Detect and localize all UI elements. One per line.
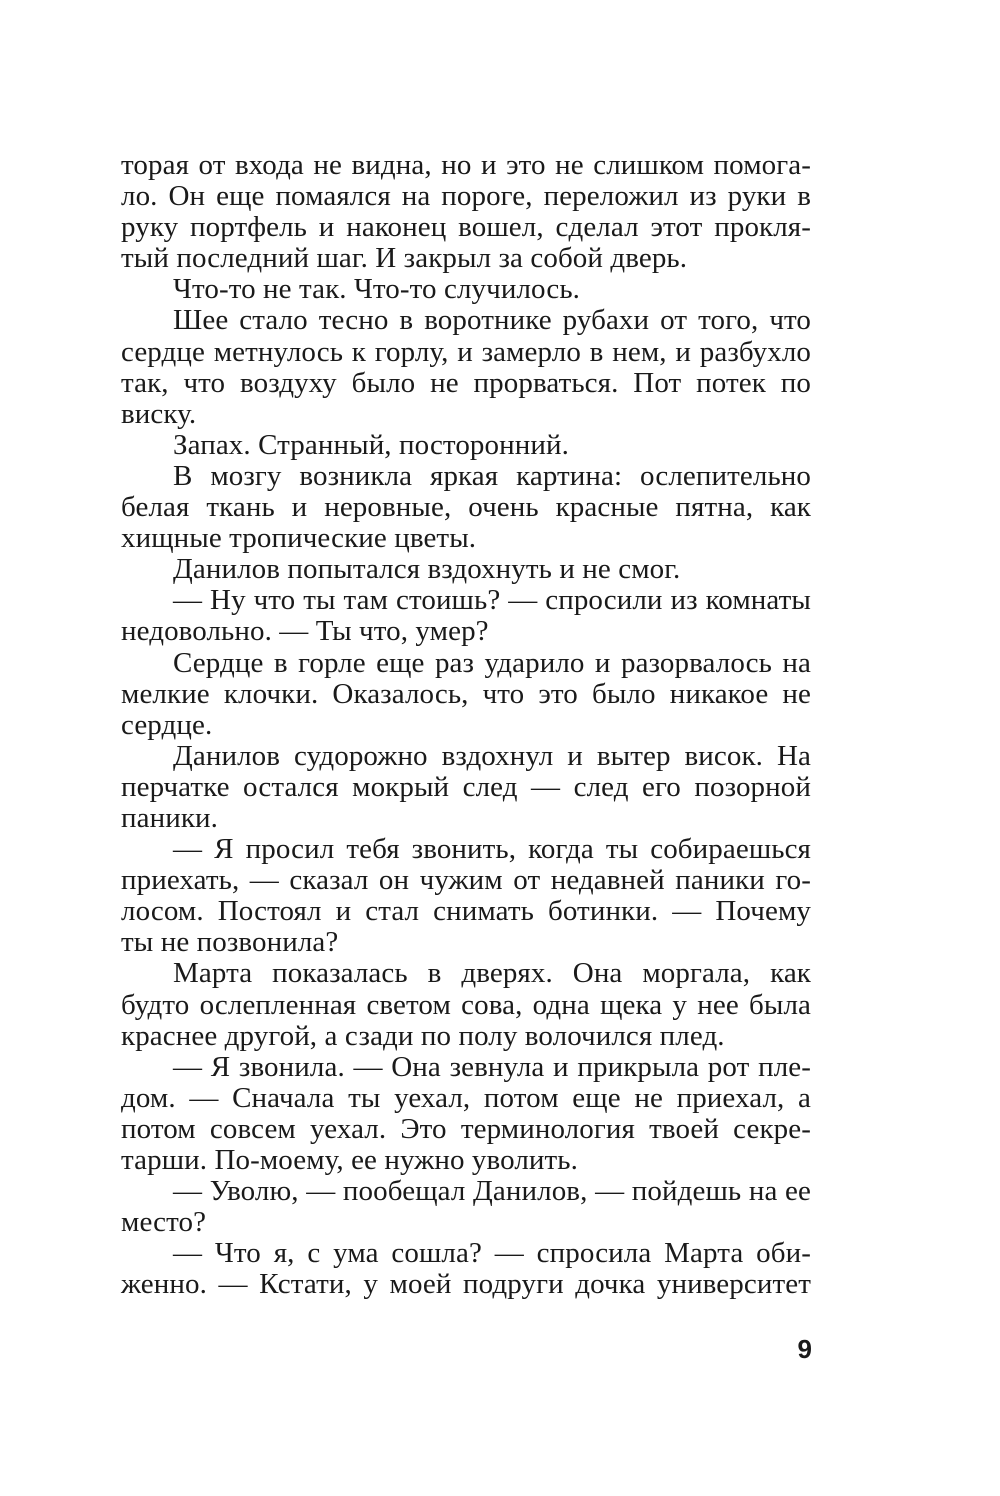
text-line: сердце. (121, 708, 213, 741)
text-line: сердце метнулось к горлу, и замерло в нем, и разбухло (121, 335, 811, 368)
text-line: перчатке остался мокрый след — след его позорной (121, 770, 811, 803)
text-line: Шее стало тесно в воротнике рубахи от того, что (173, 304, 811, 337)
text-line: — Ну что ты там стоишь? — спросили из комнаты (173, 584, 811, 617)
text-line: — Я звонила. — Она зевнула и прикрыла рот пле- (173, 1050, 811, 1083)
text-line: лосом. Постоял и стал снимать ботинки. — Почему (121, 895, 811, 928)
text-line: мелкие клочки. Оказалось, что это было никакое не (121, 677, 811, 710)
text-line: Данилов судорожно вздохнул и вытер висок. На (173, 739, 811, 772)
text-line: тарши. По-моему, ее нужно уволить. (121, 1144, 578, 1176)
text-line: Данилов попытался вздохнуть и не смог. (173, 553, 681, 586)
text-line: паники. (121, 801, 218, 834)
text-line: хищные тропические цветы. (121, 522, 477, 555)
text-line: — Что я, с ума сошла? — спросила Марта оби- (173, 1237, 811, 1270)
text-line: белая ткань и неровные, очень красные пятна, как (121, 491, 811, 524)
text-line: тый последний шаг. И закрыл за собой дверь. (121, 242, 688, 275)
text-line: — Я просил тебя звонить, когда ты собираешься (173, 833, 811, 866)
text-line: приехать, — сказал он чужим от недавней паники го- (121, 864, 811, 897)
text-line: женно. — Кстати, у моей подруги дочка университет (121, 1268, 811, 1301)
text-line: торая от входа не видна, но и это не слишком помога- (121, 149, 811, 181)
page-number: 9 (797, 1334, 812, 1364)
text-line: — Уволю, — пообещал Данилов, — пойдешь на ее (173, 1175, 811, 1208)
text-line: ты не позвонила? (121, 926, 339, 959)
text-line: место? (121, 1206, 207, 1239)
book-page-text (121, 150, 811, 1300)
text-line: виску. (121, 397, 197, 430)
text-line: Что-то не так. Что-то случилось. (173, 273, 580, 306)
text-line: будто ослепленная светом сова, одна щека у нее была (121, 988, 811, 1021)
text-line: краснее другой, а сзади по полу волочился плед. (121, 1019, 725, 1052)
text-line: руку портфель и наконец вошел, сделал этот прокля- (121, 211, 811, 244)
text-line: Запах. Странный, посторонний. (173, 428, 569, 461)
text-line: ло. Он еще помаялся на пороге, переложил из руки в (121, 180, 811, 213)
text-line: недовольно. — Ты что, умер? (121, 615, 489, 648)
text-line: потом совсем уехал. Это терминология твоей секре- (121, 1112, 811, 1145)
text-line: Марта показалась в дверях. Она моргала, как (173, 957, 811, 990)
text-line: Сердце в горле еще раз ударило и разорвалось на (173, 646, 811, 679)
text-line: дом. — Сначала ты уехал, потом еще не приехал, а (121, 1081, 811, 1114)
text-line: так, что воздуху было не прорваться. Пот потек по (121, 366, 811, 399)
text-line: В мозгу возникла яркая картина: ослепительно (173, 459, 811, 492)
